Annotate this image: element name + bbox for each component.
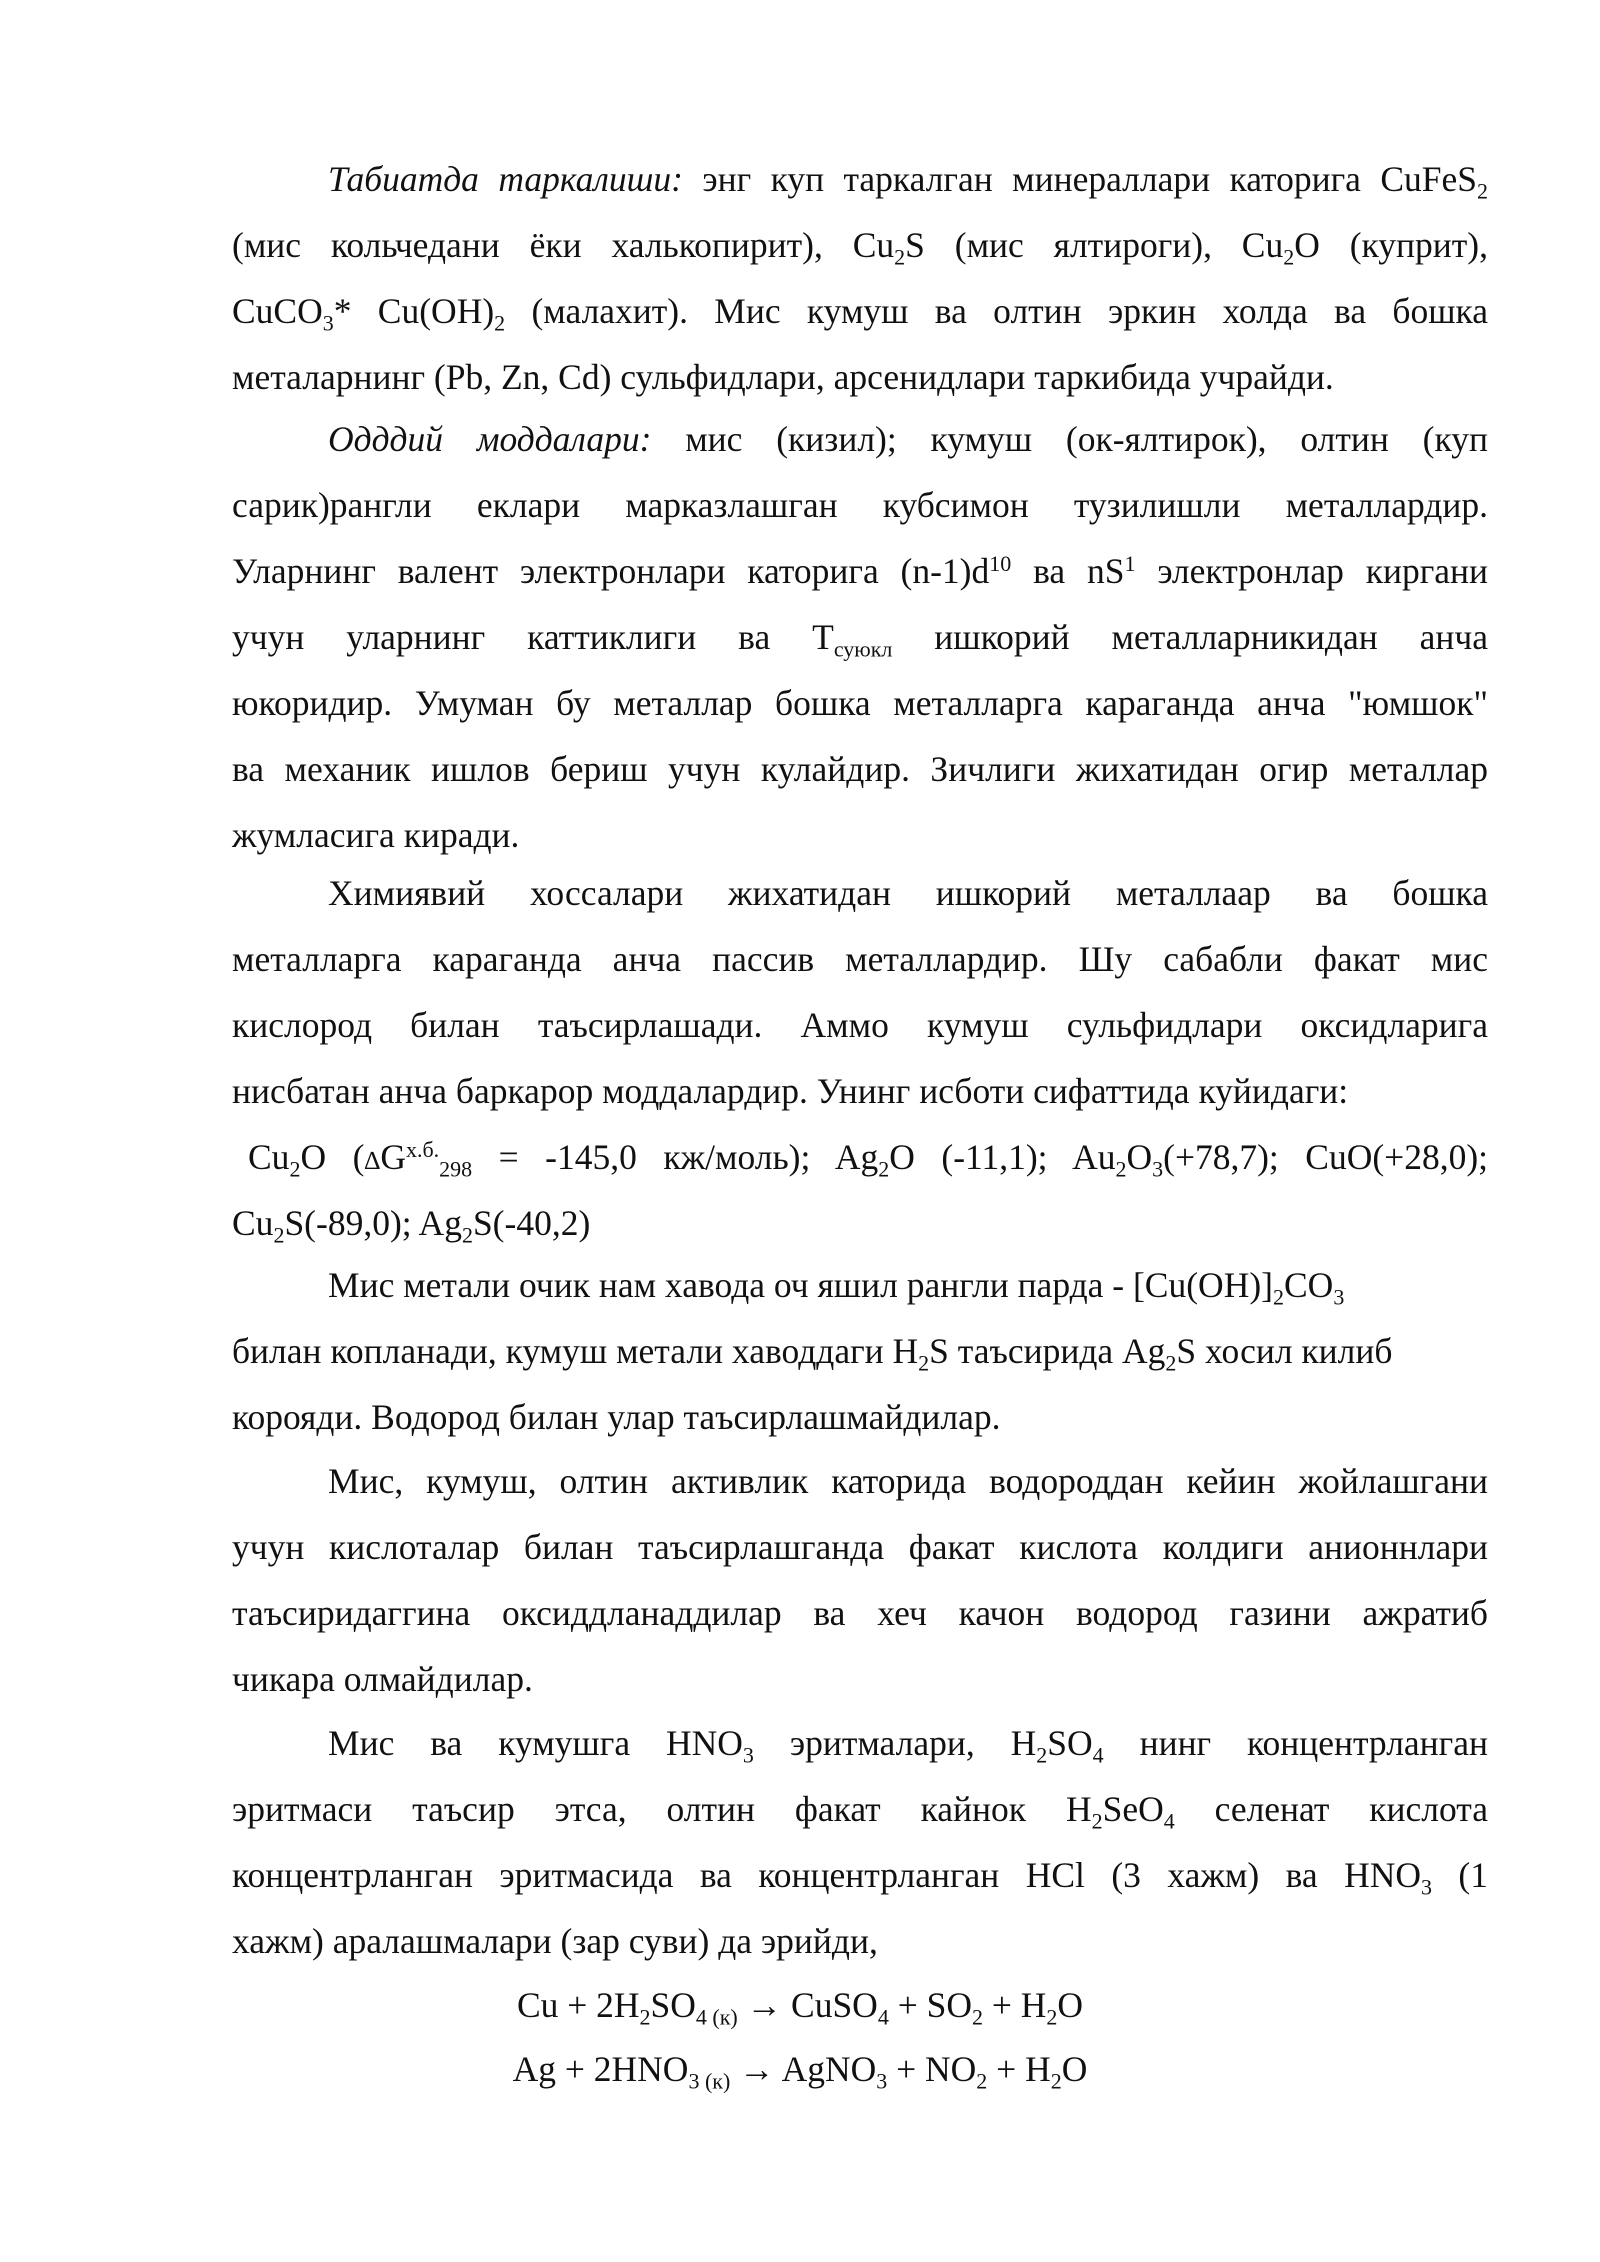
text-span: + SO (888, 1985, 972, 2025)
text-line (232, 1190, 1488, 1256)
paragraph-simple-substances (232, 406, 1488, 868)
text-line (232, 1252, 1488, 1318)
text-span: S хосил килиб (1176, 1331, 1393, 1371)
text-span: нинг концентрланган (1103, 1723, 1488, 1763)
text-span: * Cu(OH) (333, 291, 495, 331)
text-span: Cu + 2H (516, 1985, 640, 2025)
subscript: 3 (322, 310, 334, 336)
text-span: O (-11,1); (889, 1137, 1048, 1177)
text-line: Химиявий хоссалари жихатидан ишкорий металлаар ва бошка (328, 873, 1488, 913)
superscript: х.б. (405, 1136, 440, 1162)
text-span: SO (1047, 1723, 1093, 1763)
text-span: Ag (834, 1137, 879, 1177)
text-span: SeO (1102, 1789, 1164, 1829)
subscript: 2 (1477, 178, 1488, 204)
text-span: S таъсирида Ag (929, 1331, 1166, 1371)
superscript: 1 (1124, 550, 1136, 576)
text-line: хажм) аралашмалари (зар суви) да эрийди, (232, 1921, 878, 1961)
text-span: S (мис ялтироги), Cu (905, 225, 1284, 265)
paragraph-natural-occurrence (232, 146, 1488, 410)
text-line: жумласига киради. (232, 815, 520, 855)
subscript: 2 (639, 2004, 651, 2030)
text-span: G (380, 1137, 406, 1177)
text-line: нисбатан анча баркарор моддалардир. Унинг исботи сифаттида куйидаги: (232, 1071, 1349, 1111)
delta-symbol: ∆ (364, 1146, 381, 1175)
text-span: CuCO (232, 291, 323, 331)
text-span: Cu (248, 1137, 290, 1177)
text-span: + H (982, 1985, 1047, 2025)
text-span: (мис кольчедани ёки халькопирит), Cu (232, 225, 895, 265)
subscript: 2 (1115, 1156, 1127, 1182)
text-span: (+78,7); (1163, 1137, 1279, 1177)
text-span: SO (650, 1985, 696, 2025)
subscript: 298 (439, 1156, 473, 1182)
paragraph-activity-series (232, 1448, 1488, 1712)
equation-silver-nitric (0, 2036, 1600, 2102)
text-line (232, 406, 1488, 472)
subscript: 2 (1165, 1350, 1177, 1376)
text-span: O ( (300, 1137, 365, 1177)
subscript: 2 (1050, 2068, 1062, 2094)
text-span: + H (987, 2049, 1051, 2089)
text-span: O (1057, 1985, 1084, 2025)
text-line (232, 1842, 1488, 1908)
paragraph-air-reaction (232, 1252, 1488, 1450)
subscript: 2 (289, 1156, 301, 1182)
text-line: металларга караганда анча пассив металлардир. Шу сабабли факат мис (232, 939, 1488, 979)
text-line: корояди. Водород билан улар таъсирлашмайдилар. (232, 1397, 1001, 1437)
text-span: селенат кислота (1174, 1789, 1488, 1829)
text-span: (малахит). Мис кумуш ва олтин эркин холда ва бошка (505, 291, 1488, 331)
text-span: CO (1283, 1265, 1334, 1305)
text-line (232, 278, 1488, 344)
text-span: ишкорий металларникидан анча (892, 617, 1489, 657)
subscript: 4 (1092, 1742, 1104, 1768)
text-span: O (1061, 2049, 1088, 2089)
text-line: учун кислоталар билан таъсирлашганда факат кислота колдиги анионнлари (232, 1527, 1488, 1567)
subscript: 2 (494, 310, 506, 336)
paragraph-chemical-properties (232, 860, 1488, 1256)
text-span: эритмаси таъсир этса, олтин факат кайнок H (232, 1789, 1092, 1829)
subscript: 4 (877, 2004, 889, 2030)
text-line: чикара олмайдилар. (232, 1659, 533, 1699)
text-span: Мис ва кумушга HNO (328, 1723, 743, 1763)
text-line: таъсиридаггина оксиддланаддилар ва хеч качон водород газини ажратиб (232, 1593, 1488, 1633)
text-line (232, 604, 1488, 670)
text-line-gibbs-values (232, 1124, 1488, 1190)
text-span: → CuSO (737, 1985, 878, 2025)
text-line: Мис, кумуш, олтин активлик каторида водороддан кейин жойлашгани (328, 1461, 1488, 1501)
subscript: 3 (1421, 1874, 1432, 1900)
text-span: O (куприт), (1294, 225, 1488, 265)
text-line (232, 1318, 1488, 1384)
subscript: суюкл (833, 636, 893, 662)
text-span: концентрланган эритмасида ва концентрланган HCl (3 хажм) ва HNO (232, 1855, 1421, 1895)
text-span: электронлар киргани (1135, 551, 1489, 591)
subscript: 2 (1091, 1808, 1103, 1834)
text-span: билан копланади, кумуш метали хаводдаги H (232, 1331, 919, 1371)
text-line (232, 538, 1488, 604)
superscript: 10 (989, 550, 1012, 576)
text-span: S(-40,2) (472, 1203, 591, 1243)
text-span: энг куп таркалган минераллари каторига CuFeS (682, 159, 1477, 199)
text-span: Уларнинг валент электронлари каторига (n-1)d (232, 551, 990, 591)
subscript: 4 (к) (695, 2004, 738, 2030)
text-span: Au (1072, 1137, 1116, 1177)
subscript: 2 (971, 2004, 983, 2030)
text-span: → AgNO (730, 2049, 877, 2089)
equation-copper-sulfuric (0, 1972, 1600, 2038)
text-line: ва механик ишлов бериш учун кулайдир. Зичлиги жихатидан огир металлар (232, 749, 1488, 789)
text-line (232, 146, 1488, 212)
subscript: 2 (976, 2068, 988, 2094)
text-line (232, 212, 1488, 278)
subscript: 3 (1333, 1284, 1345, 1310)
text-line: металарнинг (Pb, Zn, Cd) сульфидлари, арсенидлари таркибида учрайди. (232, 357, 1334, 397)
subscript: 2 (894, 244, 906, 270)
paragraph-lead: Одддий моддалари: (328, 419, 652, 459)
subscript: 3 (742, 1742, 754, 1768)
subscript: 2 (1272, 1284, 1284, 1310)
text-span: CuO(+28,0); (1305, 1137, 1489, 1177)
text-span: Ag + 2HNO (512, 2049, 689, 2089)
text-line: кислород билан таъсирлашади. Аммо кумуш сульфидлари оксидларига (232, 1005, 1488, 1045)
subscript: 2 (1036, 1742, 1048, 1768)
text-span: Мис метали очик нам хавода оч яшил рангли парда - [Cu(OH)] (328, 1265, 1273, 1305)
paragraph-acid-solubility (232, 1710, 1488, 1974)
text-span: ва nS (1011, 551, 1125, 591)
text-span: учун уларнинг каттиклиги ва T (232, 617, 834, 657)
text-span: O (1126, 1137, 1153, 1177)
text-span: (1 (1432, 1855, 1488, 1895)
subscript: 3 (876, 2068, 888, 2094)
text-span: эритмалари, H (753, 1723, 1037, 1763)
subscript: 2 (918, 1350, 930, 1376)
subscript: 2 (1046, 2004, 1058, 2030)
subscript: 2 (878, 1156, 890, 1182)
subscript: 2 (1283, 244, 1295, 270)
text-span: мис (кизил); кумуш (ок-ялтирок), олтин (куп (651, 419, 1488, 459)
paragraph-lead: Табиатда таркалиши: (328, 159, 683, 199)
text-line (232, 1776, 1488, 1842)
subscript: 2 (273, 1222, 285, 1248)
subscript: 2 (461, 1222, 473, 1248)
text-span: Cu (232, 1203, 274, 1243)
text-span: + NO (887, 2049, 977, 2089)
subscript: 4 (1163, 1808, 1175, 1834)
text-line: сарик)рангли еклари марказлашган кубсимон тузилишли металлардир. (232, 485, 1488, 525)
subscript: 3 (1152, 1156, 1164, 1182)
text-line (232, 1710, 1488, 1776)
text-line: юкоридир. Умуман бу металлар бошка металларга караганда анча "юмшок" (232, 683, 1488, 723)
text-span: = -145,0 кж/моль); (472, 1137, 811, 1177)
text-span: S(-89,0); Ag (284, 1203, 462, 1243)
subscript: 3 (к) (688, 2068, 731, 2094)
